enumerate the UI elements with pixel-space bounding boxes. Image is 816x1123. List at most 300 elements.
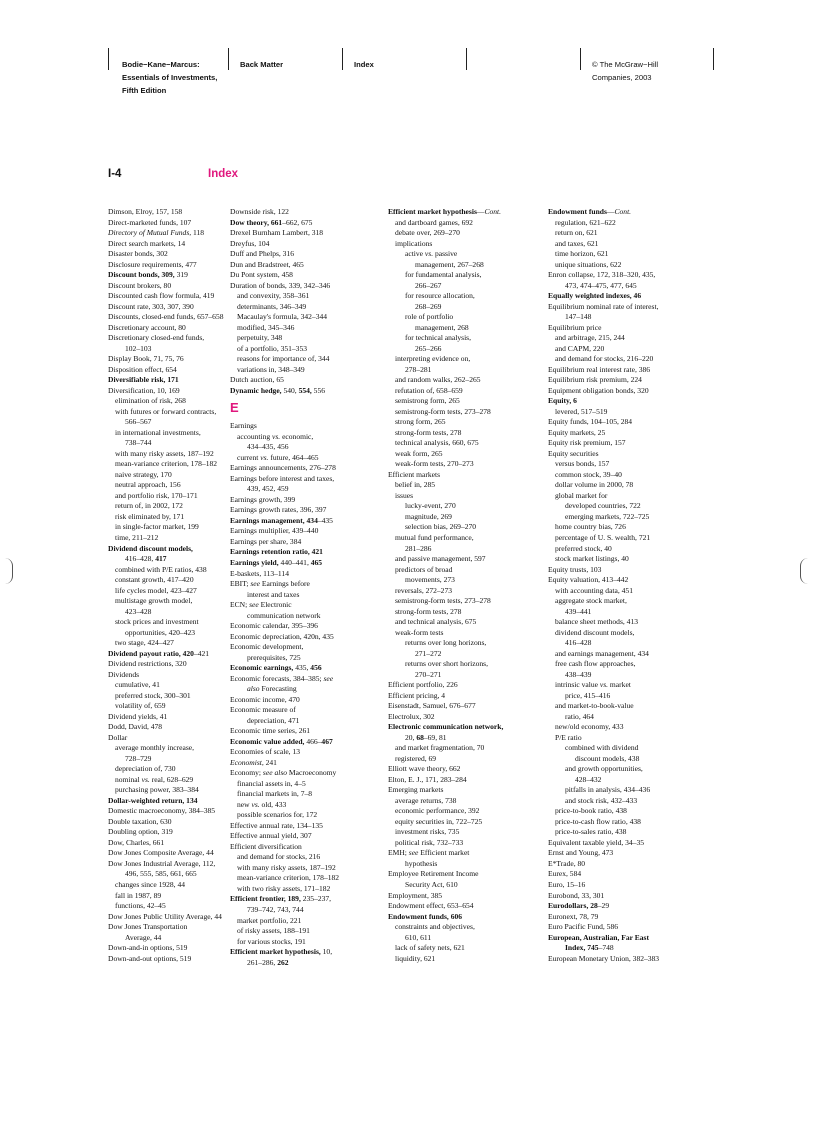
index-subentry: and random walks, 262–265 — [395, 375, 481, 385]
index-entry: Efficient diversification — [230, 841, 302, 851]
index-entry: Economist, 241 — [230, 757, 277, 767]
section-letter: E — [230, 400, 239, 416]
index-subentry: nominal vs. real, 628–629 — [115, 774, 194, 784]
index-subentry: semistrong-form tests, 273–278 — [395, 406, 491, 416]
index-subentry: Average, 44 — [125, 932, 162, 942]
index-entry: Economic development, — [230, 642, 304, 652]
index-subentry: with two risky assets, 171–182 — [237, 883, 331, 893]
header-section: Back Matter — [240, 60, 284, 69]
index-subentry: and market fragmentation, 70 — [395, 743, 485, 753]
index-entry: Equilibrium price — [548, 322, 602, 332]
index-subentry: aggregate stock market, — [555, 596, 627, 606]
index-entry: Dimson, Elroy, 157, 158 — [108, 207, 183, 216]
index-subentry: purchasing power, 383–384 — [115, 785, 199, 795]
index-subentry: preferred stock, 300–301 — [115, 690, 191, 700]
index-entry: Euro, 15–16 — [548, 880, 586, 889]
index-subentry: and dartboard games, 692 — [395, 217, 473, 227]
index-entry: Equity risk premium, 157 — [548, 438, 626, 448]
header-divider — [466, 48, 467, 70]
index-entry: Efficient portfolio, 226 — [388, 680, 458, 690]
index-entry: Elton, E. J., 171, 283–284 — [388, 774, 467, 784]
index-subentry: Security Act, 610 — [405, 880, 458, 889]
index-entry: Eisenstadt, Samuel, 676–677 — [388, 701, 476, 711]
index-subentry: magnitude, 269 — [405, 511, 452, 521]
index-entry: Directory of Mutual Funds, 118 — [108, 228, 205, 238]
index-entry: Dollar — [108, 732, 128, 742]
index-entry: Electronic communication network, — [388, 722, 504, 732]
index-entry: Du Pont system, 458 — [230, 270, 293, 280]
index-entry: Endowment effect, 653–654 — [388, 901, 474, 911]
index-subentry: perpetuity, 348 — [237, 333, 283, 343]
index-subentry: weak-form tests, 270–273 — [395, 459, 474, 469]
index-subentry: 439, 452, 459 — [247, 484, 289, 494]
index-entry: Endowment funds—Cont. — [548, 207, 632, 216]
index-subentry: returns over short horizons, — [405, 659, 488, 669]
index-entry: Emerging markets — [388, 785, 444, 795]
header-book-title: Bodie−Kane−Marcus: Essentials of Investments, Fifth Edition — [122, 60, 218, 95]
index-subentry: risk eliminated by, 171 — [115, 511, 185, 521]
index-subentry: 496, 555, 585, 661, 665 — [125, 869, 197, 879]
index-entry: Euro Pacific Fund, 586 — [548, 922, 619, 932]
index-subentry: issues — [395, 490, 414, 500]
index-subentry: global market for — [555, 490, 608, 500]
index-entry: Duff and Phelps, 316 — [230, 249, 295, 259]
index-subentry: with many risky assets, 187–192 — [237, 862, 336, 872]
index-subentry: financial assets in, 4–5 — [237, 778, 306, 788]
index-subentry: and convexity, 358–361 — [237, 291, 310, 301]
index-entry: European Monetary Union, 382–383 — [548, 953, 660, 963]
index-entry: Endowment funds, 606 — [388, 911, 463, 921]
index-subentry: 265–266 — [415, 343, 442, 353]
index-entry: Down-and-out options, 519 — [108, 953, 192, 963]
index-entry: Earnings retention ratio, 421 — [230, 547, 323, 557]
index-entry: Dividend restrictions, 320 — [108, 659, 187, 669]
index-subentry: dollar volume in 2000, 78 — [555, 480, 634, 490]
index-subentry: stock market listings, 40 — [555, 554, 629, 564]
index-subentry: implications — [395, 238, 433, 248]
index-subentry: predictors of broad — [395, 564, 453, 574]
index-entry: Direct search markets, 14 — [108, 238, 186, 248]
index-entry: European, Australian, Far East — [548, 932, 649, 942]
index-entry: Dynamic hedge, 540, 554, 556 — [230, 385, 325, 395]
index-subentry: return of, in 2002, 172 — [115, 501, 183, 511]
index-subentry: multistage growth model, — [115, 596, 193, 606]
index-entry: Dreyfus, 104 — [230, 238, 270, 248]
page-title: Index — [208, 168, 239, 180]
index-subentry: 102–103 — [125, 343, 152, 353]
index-entry: Economic income, 470 — [230, 694, 300, 704]
index-subentry: 438–439 — [565, 669, 592, 679]
index-entry: Dow Jones Composite Average, 44 — [108, 848, 214, 858]
index-entry: Earnings growth, 399 — [230, 494, 296, 504]
index-entry: Disaster bonds, 302 — [108, 249, 168, 259]
index-subentry: also Forecasting — [247, 684, 297, 694]
index-subentry: role of portfolio — [405, 312, 454, 322]
index-entry: EMH; see Efficient market — [388, 848, 470, 858]
index-subentry: naive strategy, 170 — [115, 469, 172, 479]
index-entry: Economic time series, 261 — [230, 726, 311, 736]
index-entry: Effective annual rate, 134–135 — [230, 820, 323, 830]
index-entry: Equity trusts, 103 — [548, 564, 602, 574]
index-entry: Equity, 6 — [548, 396, 577, 406]
index-subentry: semistrong-form tests, 273–278 — [395, 596, 491, 606]
index-subentry: and arbitrage, 215, 244 — [555, 333, 625, 343]
index-entry: Electrolux, 302 — [388, 711, 435, 721]
index-subentry: percentage of U. S. wealth, 721 — [555, 532, 651, 542]
index-subentry: emerging markets, 722–725 — [565, 511, 650, 521]
index-entry: Dollar-weighted return, 134 — [108, 795, 198, 805]
index-subentry: with futures or forward contracts, — [115, 406, 217, 416]
index-entry: Dow theory, 661–662, 675 — [230, 217, 313, 227]
index-entry: Discretionary closed-end funds, — [108, 333, 205, 343]
index-subentry: volatility of, 659 — [115, 701, 166, 711]
index-subentry: average monthly increase, — [115, 743, 194, 753]
index-subentry: current vs. future, 464–465 — [237, 452, 319, 462]
index-subentry: registered, 69 — [395, 753, 437, 763]
index-subentry: 147–148 — [565, 312, 592, 322]
index-subentry: elimination of risk, 268 — [115, 396, 186, 406]
index-entry: Dividend payout ratio, 420–421 — [108, 648, 210, 658]
index-subentry: mean-variance criterion, 178–182 — [237, 873, 340, 883]
index-column-1 — [108, 207, 223, 964]
index-entry: Earnings before interest and taxes, — [230, 473, 335, 483]
index-subentry: technical analysis, 660, 675 — [395, 438, 479, 448]
index-subentry: price-to-sales ratio, 438 — [555, 827, 627, 837]
index-subentry: equity securities in, 722–725 — [395, 816, 483, 826]
index-subentry: political risk, 732–733 — [395, 837, 464, 847]
index-subentry: combined with dividend — [565, 743, 639, 753]
index-subentry: return on, 621 — [555, 228, 598, 238]
index-subentry: and stock risk, 432–433 — [565, 795, 638, 805]
index-subentry: 423–428 — [125, 606, 152, 616]
index-entry: Duration of bonds, 339, 342–346 — [230, 280, 331, 290]
index-subentry: price-to-book ratio, 438 — [555, 806, 627, 816]
page-header — [108, 48, 714, 98]
index-subentry: and technical analysis, 675 — [395, 617, 477, 627]
index-subentry: new vs. old, 433 — [237, 799, 287, 809]
index-subentry: 416–428 — [565, 638, 592, 648]
index-entry: Economic calendar, 395–396 — [230, 621, 318, 631]
index-entry: Earnings announcements, 276–278 — [230, 463, 336, 473]
index-subentry: functions, 42–45 — [115, 901, 166, 911]
index-subentry: 261–286, 262 — [247, 957, 289, 967]
index-subentry: time horizon, 621 — [555, 249, 609, 259]
index-subentry: selection bias, 269–270 — [405, 522, 477, 532]
index-subentry: life cycles model, 423–427 — [115, 585, 197, 595]
index-entry: Economic depreciation, 420n, 435 — [230, 631, 334, 641]
index-subentry: ratio, 464 — [565, 711, 594, 721]
index-subentry: and passive management, 597 — [395, 554, 486, 564]
index-entry: Equilibrium real interest rate, 386 — [548, 364, 651, 374]
index-subentry: market portfolio, 221 — [237, 915, 302, 925]
index-entry: Diversifiable risk, 171 — [108, 375, 179, 385]
index-entry: Equilibrium risk premium, 224 — [548, 375, 642, 385]
index-entry: Effective annual yield, 307 — [230, 831, 312, 841]
index-subentry: discount models, 438 — [575, 753, 640, 763]
index-entry: Dutch auction, 65 — [230, 375, 284, 385]
index-subentry: for various stocks, 191 — [237, 936, 306, 946]
index-subentry: liquidity, 621 — [395, 953, 436, 963]
index-subentry: 728–729 — [125, 753, 152, 763]
index-entry: Earnings — [230, 421, 257, 431]
index-entry: Eurodollars, 28–29 — [548, 901, 610, 911]
index-column-4 — [548, 207, 718, 964]
index-subentry: and taxes, 621 — [555, 238, 599, 248]
index-column-2 — [230, 207, 380, 968]
index-entry: Double taxation, 630 — [108, 816, 172, 826]
index-subentry: interpreting evidence on, — [395, 354, 471, 364]
index-subentry: for technical analysis, — [405, 333, 472, 343]
header-divider — [713, 48, 714, 70]
index-subentry: stock prices and investment — [115, 617, 199, 627]
index-subentry: for resource allocation, — [405, 291, 475, 301]
index-subentry: 20, 68–69, 81 — [405, 732, 447, 742]
index-subentry: two stage, 424–427 — [115, 638, 174, 648]
index-entry: Equity funds, 104–105, 284 — [548, 417, 633, 427]
index-subentry: 473, 474–475, 477, 645 — [565, 280, 637, 290]
index-subentry: 281–286 — [405, 543, 432, 553]
index-entry: Dow Jones Transportation — [108, 922, 188, 932]
index-subentry: constant growth, 417–420 — [115, 575, 194, 585]
index-subentry: 428–432 — [575, 774, 602, 784]
index-entry: Disposition effect, 654 — [108, 364, 177, 374]
index-subentry: home country bias, 726 — [555, 522, 626, 532]
index-entry: Direct-marketed funds, 107 — [108, 217, 192, 227]
index-subentry: and demand for stocks, 216–220 — [555, 354, 654, 364]
index-subentry: economic performance, 392 — [395, 806, 480, 816]
index-entry: Downside risk, 122 — [230, 207, 289, 216]
index-entry: Equally weighted indexes, 46 — [548, 291, 642, 301]
index-entry: Discounted cash flow formula, 419 — [108, 291, 215, 301]
index-subentry: mutual fund performance, — [395, 532, 474, 542]
index-subentry: belief in, 285 — [395, 480, 436, 490]
index-subentry: semistrong form, 265 — [395, 396, 460, 406]
index-subentry: unique situations, 622 — [555, 259, 622, 269]
index-subentry: and demand for stocks, 216 — [237, 852, 321, 862]
index-entry: Discount rate, 303, 307, 390 — [108, 301, 194, 311]
index-entry: Employment, 385 — [388, 890, 443, 900]
index-subentry: constraints and objectives, — [395, 922, 475, 932]
index-entry: Discount bonds, 309, 319 — [108, 270, 188, 280]
index-subentry: in single-factor market, 199 — [115, 522, 199, 532]
header-divider — [342, 48, 343, 70]
index-subentry: weak-form tests — [395, 627, 444, 637]
index-subentry: reversals, 272–273 — [395, 585, 453, 595]
index-subentry: new/old economy, 433 — [555, 722, 624, 732]
index-subentry: intrinsic value vs. market — [555, 680, 631, 690]
index-subentry: 266–267 — [415, 280, 442, 290]
index-subentry: mean-variance criterion, 178–182 — [115, 459, 218, 469]
index-subentry: prerequisites, 725 — [247, 652, 301, 662]
index-entry: Equipment obligation bonds, 320 — [548, 385, 649, 395]
index-entry: Earnings growth rates, 396, 397 — [230, 505, 327, 515]
index-subentry: average returns, 738 — [395, 795, 457, 805]
index-entry: EBIT; see Earnings before — [230, 579, 310, 589]
index-subentry: for fundamental analysis, — [405, 270, 482, 280]
index-entry: Equity markets, 25 — [548, 427, 606, 437]
index-subentry: opportunities, 420–423 — [125, 627, 196, 637]
index-entry: Discount brokers, 80 — [108, 280, 172, 290]
index-subentry: and market-to-book-value — [555, 701, 634, 711]
index-subentry: 271–272 — [415, 648, 442, 658]
index-subentry: refutation of, 658–659 — [395, 385, 463, 395]
index-entry: Dun and Bradstreet, 465 — [230, 259, 304, 269]
index-subentry: with many risky assets, 187–192 — [115, 448, 214, 458]
crop-mark — [800, 558, 811, 584]
index-subentry: 739–742, 743, 744 — [247, 905, 304, 914]
index-subentry: lucky-event, 270 — [405, 501, 456, 511]
index-entry: Equity securities — [548, 448, 599, 458]
index-entry: Eurex, 584 — [548, 869, 582, 879]
index-entry: Down-and-in options, 519 — [108, 943, 188, 953]
index-subentry: versus bonds, 157 — [555, 459, 610, 469]
index-subentry: and portfolio risk, 170–171 — [115, 490, 198, 500]
index-subentry: strong form, 265 — [395, 417, 446, 427]
index-subentry: of risky assets, 188–191 — [237, 926, 310, 936]
index-subentry: depreciation, 471 — [247, 715, 300, 725]
index-entry: Efficient market hypothesis, 10, — [230, 947, 333, 957]
index-subentry: common stock, 39–40 — [555, 469, 622, 479]
index-subentry: and growth opportunities, — [565, 764, 643, 774]
index-entry: ECN; see Electronic — [230, 600, 292, 610]
index-subentry: 416–428, 417 — [125, 554, 167, 564]
index-subentry: investment risks, 735 — [395, 827, 460, 837]
index-subentry: price-to-cash flow ratio, 438 — [555, 816, 641, 826]
index-subentry: regulation, 621–622 — [555, 217, 616, 227]
index-entry: Dow, Charles, 661 — [108, 837, 165, 847]
index-entry: Ernst and Young, 473 — [548, 848, 614, 858]
index-entry: Earnings per share, 384 — [230, 536, 302, 546]
index-entry: Efficient pricing, 4 — [388, 690, 446, 700]
index-entry: Economy; see also Macroeconomy — [230, 768, 337, 778]
index-subentry: and CAPM, 220 — [555, 343, 605, 353]
index-entry: Earnings yield, 440–441, 465 — [230, 557, 323, 567]
index-entry: Disclosure requirements, 477 — [108, 259, 197, 269]
index-subentry: combined with P/E ratios, 438 — [115, 564, 207, 574]
index-entry: Economic forecasts, 384–385; see — [230, 673, 334, 683]
index-entry: Discretionary account, 80 — [108, 322, 186, 332]
index-subentry: determinants, 346–349 — [237, 301, 307, 311]
page-number: I-4 — [108, 168, 122, 180]
index-entry: Economic measure of — [230, 705, 296, 715]
crop-mark — [2, 558, 13, 584]
index-entry: Dodd, David, 478 — [108, 722, 163, 732]
index-subentry: financial markets in, 7–8 — [237, 789, 313, 799]
index-subentry: debate over, 269–270 — [395, 228, 460, 238]
index-subentry: preferred stock, 40 — [555, 543, 612, 553]
index-subentry: balance sheet methods, 413 — [555, 617, 638, 627]
index-entry: Efficient markets — [388, 469, 441, 479]
index-entry: Earnings multiplier, 439–440 — [230, 526, 319, 536]
index-subentry: neutral approach, 156 — [115, 480, 181, 490]
header-chapter: Index — [354, 60, 374, 69]
header-divider — [580, 48, 581, 70]
index-subentry: 270–271 — [415, 669, 442, 679]
index-entry: Economic value added, 466–467 — [230, 736, 333, 746]
index-entry: Diversification, 10, 169 — [108, 385, 180, 395]
index-entry: Efficient market hypothesis—Cont. — [388, 207, 502, 216]
index-subentry: in international investments, — [115, 427, 201, 437]
index-subentry: P/E ratio — [555, 732, 582, 742]
index-subentry: possible scenarios for, 172 — [237, 810, 318, 820]
index-subentry: interest and taxes — [247, 589, 300, 599]
index-entry: E-baskets, 113–114 — [230, 568, 289, 578]
index-subentry: strong-form tests, 278 — [395, 606, 462, 616]
index-subentry: free cash flow approaches, — [555, 659, 636, 669]
index-subentry: variations in, 348–349 — [237, 364, 305, 374]
index-subentry: accounting vs. economic, — [237, 431, 314, 441]
index-column-3 — [388, 207, 538, 964]
index-subentry: management, 268 — [415, 322, 469, 332]
index-entry: Drexel Burnham Lambert, 318 — [230, 228, 324, 238]
index-subentry: management, 267–268 — [415, 259, 484, 269]
index-subentry: 434–435, 456 — [247, 442, 289, 452]
index-subentry: pitfalls in analysis, 434–436 — [565, 785, 651, 795]
index-entry: Equivalent taxable yield, 34–35 — [548, 837, 644, 847]
index-entry: Discounts, closed-end funds, 657–658 — [108, 312, 224, 322]
index-entry: Dow Jones Public Utility Average, 44 — [108, 911, 222, 921]
index-entry: Equity valuation, 413–442 — [548, 575, 629, 585]
header-divider — [228, 48, 229, 70]
index-entry: Economies of scale, 13 — [230, 747, 300, 757]
index-subentry: developed countries, 722 — [565, 501, 641, 511]
index-subentry: active vs. passive — [405, 249, 458, 259]
index-subentry: weak form, 265 — [395, 448, 443, 458]
index-subentry: cumulative, 41 — [115, 680, 160, 690]
index-subentry: with accounting data, 451 — [555, 585, 633, 595]
index-subentry: 566–567 — [125, 417, 152, 427]
index-entry: Economic earnings, 435, 456 — [230, 663, 322, 673]
index-entry: Elliott wave theory, 662 — [388, 764, 461, 774]
index-entry: Employee Retirement Income — [388, 869, 479, 879]
index-subentry: changes since 1928, 44 — [115, 880, 186, 889]
index-entry: Euronext, 78, 79 — [548, 911, 599, 921]
index-subentry: Index, 745–748 — [565, 943, 614, 953]
index-subentry: price, 415–416 — [565, 690, 611, 700]
index-subentry: returns over long horizons, — [405, 638, 487, 648]
index-subentry: 439–441 — [565, 606, 592, 616]
index-subentry: 278–281 — [405, 364, 432, 374]
header-divider — [108, 48, 109, 70]
header-copyright: © The McGraw−Hill Companies, 2003 — [592, 60, 659, 82]
index-subentry: communication network — [247, 610, 321, 620]
index-subentry: dividend discount models, — [555, 627, 635, 637]
index-subentry: time, 211–212 — [115, 532, 159, 542]
index-subentry: 738–744 — [125, 438, 152, 448]
index-subentry: fall in 1987, 89 — [115, 890, 162, 900]
index-entry: Efficient frontier, 189, 235–237, — [230, 894, 332, 904]
index-entry: Dividend discount models, — [108, 543, 193, 553]
index-subentry: reasons for importance of, 344 — [237, 354, 330, 364]
index-entry: Enron collapse, 172, 318–320, 435, — [548, 270, 656, 280]
index-subentry: movements, 273 — [405, 575, 455, 585]
index-entry: E*Trade, 80 — [548, 858, 586, 868]
index-entry: Earnings management, 434–435 — [230, 515, 333, 525]
index-entry: Eurobond, 33, 301 — [548, 890, 605, 900]
index-entry: Domestic macroeconomy, 384–385 — [108, 806, 216, 816]
index-subentry: modified, 345–346 — [237, 322, 295, 332]
index-entry: Doubling option, 319 — [108, 827, 173, 837]
index-subentry: Macaulay's formula, 342–344 — [237, 312, 328, 322]
index-subentry: 610, 611 — [405, 932, 432, 942]
index-subentry: and earnings management, 434 — [555, 648, 649, 658]
index-subentry: lack of safety nets, 621 — [395, 943, 465, 953]
index-subentry: of a portfolio, 351–353 — [237, 343, 308, 353]
index-subentry: levered, 517–519 — [555, 406, 608, 416]
index-subentry: depreciation of, 730 — [115, 764, 176, 774]
index-entry: Dividends — [108, 669, 140, 679]
index-subentry: strong-form tests, 278 — [395, 427, 462, 437]
